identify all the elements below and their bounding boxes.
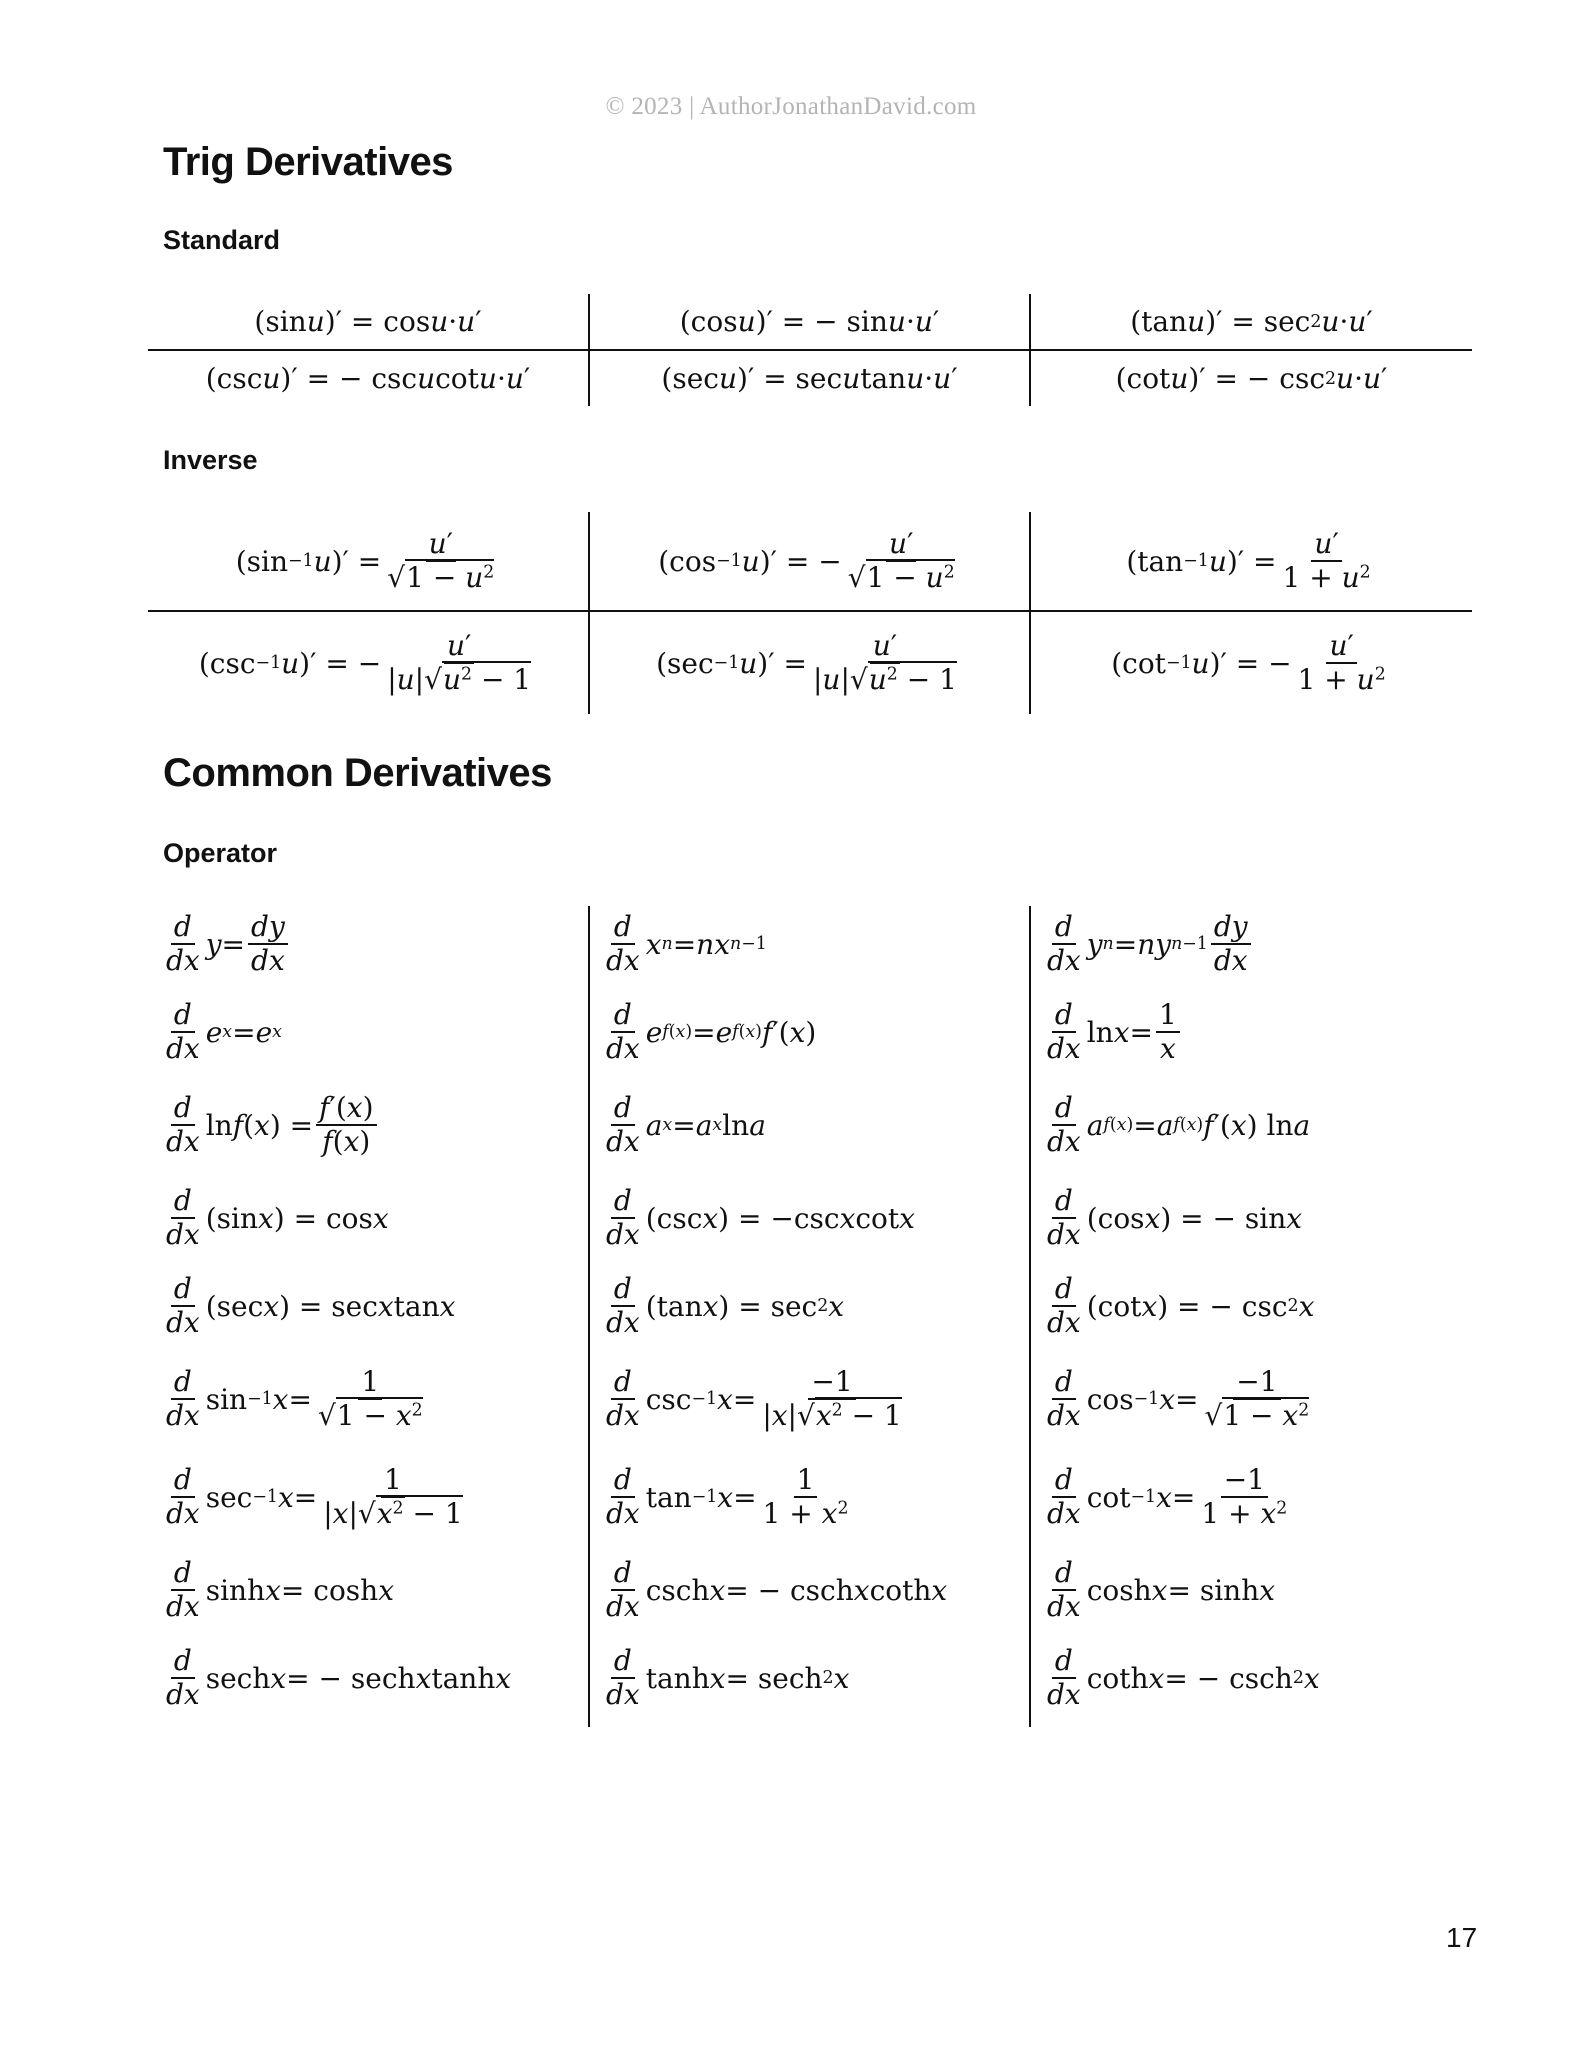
formula-d-cot: $\frac{d}{dx}$ (cot x ) = − csc 2 x (1047, 1271, 1315, 1339)
formula-d-sin: $\frac{d}{dx}$ (sin x ) = cos x (166, 1183, 389, 1251)
formula-power: $\frac{d}{dx}$ x n = nx n−1 (606, 909, 767, 977)
subheading-operator: Operator (163, 838, 278, 868)
formula-arcsin: (sin −1 u )′ = $\frac{u'}{√1 - u^2}$ (235, 526, 495, 594)
formula-d-tanh: $\frac{d}{dx}$ tanh x = sech 2 x (606, 1643, 850, 1711)
formula-sec: (sec u )′ = sec u tan u · u ′ (661, 362, 958, 395)
formula-exp-chain: $\frac{d}{dx}$ e f(x) = e f(x) f ′( x ) (606, 997, 817, 1065)
formula-d-csc: $\frac{d}{dx}$ (csc x ) = −csc x cot x (606, 1183, 915, 1251)
formula-d-arcsin: $\frac{d}{dx}$ sin −1 x = $\frac{1}{√1 - x^2}$ (166, 1364, 423, 1432)
formula-d-arctan: $\frac{d}{dx}$ tan −1 x = $\frac{1}{1 + x^2}$ (606, 1462, 849, 1530)
heading-common-derivatives: Common Derivatives (163, 751, 552, 795)
formula-d-cos: $\frac{d}{dx}$ (cos x ) = − sin x (1047, 1183, 1303, 1251)
formula-d-sec: $\frac{d}{dx}$ (sec x ) = sec x tan x (166, 1271, 456, 1339)
heading-trig-derivatives: Trig Derivatives (163, 140, 453, 184)
formula-implicit-power: $\frac{d}{dx}$ y n = ny n−1 $\frac{dy}{dx}$ (1041, 904, 1254, 984)
table-divider (1029, 906, 1031, 1727)
formula-d-cosh: $\frac{d}{dx}$ cosh x = sinh x (1047, 1555, 1276, 1623)
formula-arccot: (cot −1 u )′ = − $\frac{u'}{1 + u^2}$ (1111, 628, 1386, 696)
formula-d-arcsec: $\frac{d}{dx}$ sec −1 x = $\frac{1}{|x|√x^2 - 1}$ (166, 1462, 463, 1530)
formula-exp: $\frac{d}{dx}$ e x = e x (166, 997, 282, 1065)
formula-general-exp: $\frac{d}{dx}$ a x = a x ln a (606, 1090, 766, 1158)
formula-ln: $\frac{d}{dx}$ ln x = $\frac{1}{x}$ (1041, 992, 1183, 1072)
formula-d-arccsc: $\frac{d}{dx}$ csc −1 x = $\frac{-1}{|x|√x^2 - 1}$ (606, 1364, 902, 1432)
formula-d-coth: $\frac{d}{dx}$ coth x = − csch 2 x (1047, 1643, 1320, 1711)
formula-d-sech: $\frac{d}{dx}$ sech x = − sech x tanh x (166, 1643, 512, 1711)
formula-general-exp-chain: $\frac{d}{dx}$ a f(x) = a f(x) f ′( x ) ln a (1047, 1090, 1311, 1158)
formula-cot: (cot u )′ = − csc 2 u · u ′ (1115, 362, 1388, 395)
formula-d-csch: $\frac{d}{dx}$ csch x = − csch x coth x (606, 1555, 948, 1623)
subheading-inverse: Inverse (163, 445, 258, 475)
formula-dy: $\frac{d}{dx}$ y = $\frac{dy}{dx}$ (160, 904, 291, 984)
formula-d-tan: $\frac{d}{dx}$ (tan x ) = sec 2 x (606, 1271, 845, 1339)
page-number: 17 (1446, 1922, 1478, 1953)
formula-d-arccos: $\frac{d}{dx}$ cos −1 x = $\frac{-1}{√1 - x^2}$ (1047, 1364, 1310, 1432)
formula-arctan: (tan −1 u )′ = $\frac{u'}{1 + u^2}$ (1126, 526, 1371, 594)
table-divider (588, 906, 590, 1727)
copyright-notice: © 2023 | AuthorJonathanDavid.com (605, 93, 977, 120)
formula-csc: (csc u )′ = − csc u cot u · u ′ (205, 362, 531, 395)
formula-arccsc: (csc −1 u )′ = − $\frac{u'}{|u|√u^2 - 1}$ (198, 628, 532, 696)
formula-tan: (tan u )′ = sec 2 u · u ′ (1130, 305, 1373, 338)
subheading-standard: Standard (163, 225, 281, 255)
formula-sin: (sin u )′ = cos u · u ′ (254, 305, 482, 338)
formula-arccos: (cos −1 u )′ = − $\frac{u'}{√1 - u^2}$ (658, 526, 955, 594)
formula-cos: (cos u )′ = − sin u · u ′ (679, 305, 940, 338)
formula-ln-chain: $\frac{d}{dx}$ ln f ( x ) = $\frac{f'(x)}{f(x)}$ (160, 1080, 380, 1170)
formula-d-sinh: $\frac{d}{dx}$ sinh x = cosh x (166, 1555, 395, 1623)
formula-arcsec: (sec −1 u )′ = $\frac{u'}{|u|√u^2 - 1}$ (656, 628, 957, 696)
formula-d-arccot: $\frac{d}{dx}$ cot −1 x = $\frac{-1}{1 + x^2}$ (1047, 1462, 1288, 1530)
